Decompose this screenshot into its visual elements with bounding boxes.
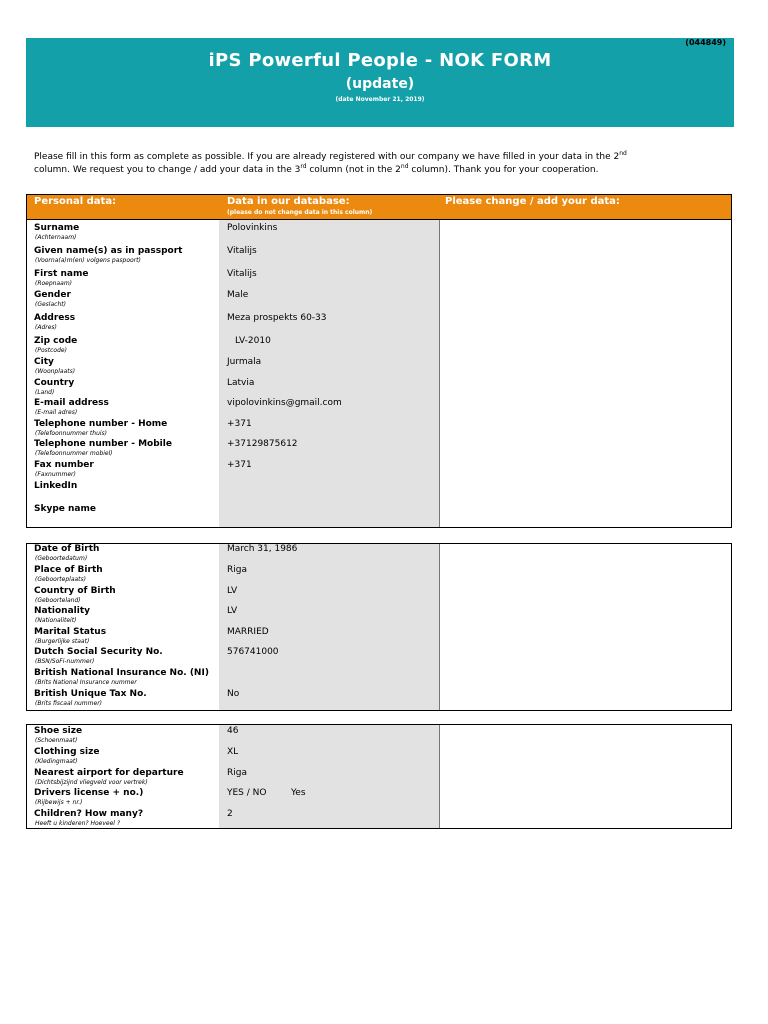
field-label: E-mail address xyxy=(34,398,109,408)
field-label: Telephone number - Mobile xyxy=(34,439,172,449)
database-value: +371 xyxy=(227,419,252,429)
change-data-field[interactable] xyxy=(441,788,729,806)
database-value: vipolovinkins@gmail.com xyxy=(227,398,342,408)
field-label: British Unique Tax No. xyxy=(34,689,147,699)
field-label: City xyxy=(34,357,54,367)
database-value: No xyxy=(227,689,240,699)
field-label-translation: (Schoenmaat) xyxy=(35,737,78,744)
field-label: Country of Birth xyxy=(34,586,116,596)
field-label-translation: (Woonplaats) xyxy=(35,368,76,375)
form-date: (date November 21, 2019) xyxy=(335,96,425,103)
field-label: Fax number xyxy=(34,460,94,470)
database-value: Latvia xyxy=(227,378,255,388)
table-header xyxy=(27,195,731,220)
change-data-field[interactable] xyxy=(441,689,729,707)
change-data-field[interactable] xyxy=(441,481,729,499)
field-label-translation: (Dichtsbijzijnd vliegveld voor vertrek) xyxy=(35,779,148,786)
intro-text: Please fill in this form as complete as possible. If you are already registered with our company we have filled in your data in the 2nd column. We request you to change / add your data in the 3rd column (not in the 2nd column). Thank you for your cooperation. xyxy=(34,150,627,175)
field-label-translation: (Kledingmaat) xyxy=(35,758,78,765)
birth-data-table xyxy=(26,543,732,711)
field-label: LinkedIn xyxy=(34,481,78,491)
field-label-translation: (Brits fiscaal nummer) xyxy=(35,700,102,707)
change-data-field[interactable] xyxy=(441,627,729,645)
database-value: LV xyxy=(227,606,238,616)
field-label: British National Insurance No. (NI) xyxy=(34,668,209,678)
field-label-translation: (Nationaliteit) xyxy=(35,617,77,624)
database-value: LV-2010 xyxy=(235,336,271,346)
field-label-translation: (Burgerlijke staat) xyxy=(35,638,90,645)
field-label: Nationality xyxy=(34,606,90,616)
change-data-field[interactable] xyxy=(441,290,729,308)
form-subtitle: (update) xyxy=(345,76,415,92)
field-label: Drivers license + no.) xyxy=(34,788,144,798)
database-value: +37129875612 xyxy=(227,439,298,449)
change-data-field[interactable] xyxy=(441,460,729,478)
change-data-field[interactable] xyxy=(441,246,729,264)
database-value: Riga xyxy=(227,768,247,778)
change-data-field[interactable] xyxy=(441,419,729,437)
database-value: Male xyxy=(227,290,249,300)
field-label-translation: (Geboorteland) xyxy=(35,597,81,604)
change-data-field[interactable] xyxy=(441,357,729,375)
field-label: Zip code xyxy=(34,336,78,346)
field-label-translation: (Rijbewijs + nr.) xyxy=(35,799,83,806)
field-label: Gender xyxy=(34,290,71,300)
personal-data-table xyxy=(26,194,732,528)
database-value: March 31, 1986 xyxy=(227,544,298,554)
field-label: First name xyxy=(34,269,89,279)
field-label-translation: (E-mail adres) xyxy=(35,409,78,416)
field-label: Nearest airport for departure xyxy=(34,768,184,778)
change-data-field[interactable] xyxy=(441,504,729,522)
database-value: Jurmala xyxy=(227,357,262,367)
field-label: Address xyxy=(34,313,76,323)
database-value: YES / NO xyxy=(227,788,267,798)
field-label-translation: Heeft u kinderen? Hoeveel ? xyxy=(35,820,121,827)
header-personal-data: Personal data: xyxy=(34,196,117,207)
change-data-field[interactable] xyxy=(441,726,729,744)
change-data-field[interactable] xyxy=(441,336,729,354)
field-label-translation: (Geboorteplaats) xyxy=(35,576,86,583)
change-data-field[interactable] xyxy=(441,398,729,416)
header-database-data: Data in our database: xyxy=(227,196,350,207)
field-label-translation: (Voorna(a)m(en) volgens paspoort) xyxy=(35,257,141,264)
field-label-translation: (Roepnaam) xyxy=(35,280,73,287)
change-data-field[interactable] xyxy=(441,313,729,331)
field-label-translation: (Telefoonnummer thuis) xyxy=(35,430,108,437)
field-label: Marital Status xyxy=(34,627,107,637)
database-value: Vitalijs xyxy=(227,246,257,256)
database-value: Polovinkins xyxy=(227,223,278,233)
field-label: Telephone number - Home xyxy=(34,419,168,429)
document-id: (044849) xyxy=(685,38,726,47)
field-label-translation: (Faxnummer) xyxy=(35,471,76,478)
field-label: Country xyxy=(34,378,75,388)
field-label: Skype name xyxy=(34,504,96,514)
field-label: Dutch Social Security No. xyxy=(34,647,163,657)
change-data-field[interactable] xyxy=(441,647,729,665)
edit-column-divider xyxy=(439,544,440,710)
field-label-translation: (Geslacht) xyxy=(35,301,66,308)
misc-data-table xyxy=(26,724,732,829)
field-label: Place of Birth xyxy=(34,565,103,575)
field-label-translation: (Adres) xyxy=(35,324,57,331)
database-value: Riga xyxy=(227,565,247,575)
field-label: Given name(s) as in passport xyxy=(34,246,183,256)
database-value: +371 xyxy=(227,460,252,470)
form-header-banner xyxy=(26,38,734,127)
field-label: Shoe size xyxy=(34,726,83,736)
field-label: Clothing size xyxy=(34,747,100,757)
change-data-field[interactable] xyxy=(441,747,729,765)
field-label-translation: (Brits National Insurance nummer xyxy=(35,679,137,686)
database-value: 46 xyxy=(227,726,239,736)
change-data-field[interactable] xyxy=(441,565,729,583)
database-column xyxy=(219,220,439,527)
field-label: Children? How many? xyxy=(34,809,144,819)
field-label-translation: (Land) xyxy=(35,389,55,396)
change-data-field[interactable] xyxy=(441,378,729,396)
header-change-data: Please change / add your data: xyxy=(445,196,620,207)
form-title: iPS Powerful People - NOK FORM xyxy=(208,50,552,71)
field-label: Date of Birth xyxy=(34,544,100,554)
database-value: MARRIED xyxy=(227,627,269,637)
field-label-translation: (BSN/SoFi-nummer) xyxy=(35,658,95,665)
change-data-field[interactable] xyxy=(441,668,729,686)
change-data-field[interactable] xyxy=(441,544,729,562)
database-value: 576741000 xyxy=(227,647,279,657)
database-value: LV xyxy=(227,586,238,596)
change-data-field[interactable] xyxy=(441,809,729,827)
change-data-field[interactable] xyxy=(441,269,729,287)
database-value-secondary: Yes xyxy=(291,788,306,798)
field-label-translation: (Postcode) xyxy=(35,347,67,354)
change-data-field[interactable] xyxy=(441,606,729,624)
field-label-translation: (Telefoonnummer mobiel) xyxy=(35,450,113,457)
change-data-field[interactable] xyxy=(441,768,729,786)
change-data-field[interactable] xyxy=(441,586,729,604)
field-label-translation: (Geboortedatum) xyxy=(35,555,88,562)
database-value: XL xyxy=(227,747,239,757)
field-label: Surname xyxy=(34,223,80,233)
change-data-field[interactable] xyxy=(441,439,729,457)
database-value: Meza prospekts 60-33 xyxy=(227,313,327,323)
edit-column-divider xyxy=(439,725,440,828)
database-value: Vitalijs xyxy=(227,269,257,279)
database-value: 2 xyxy=(227,809,233,819)
edit-column-divider xyxy=(439,220,440,527)
change-data-field[interactable] xyxy=(441,223,729,241)
database-column xyxy=(219,725,439,828)
field-label-translation: (Achternaam) xyxy=(35,234,77,241)
header-database-note: (please do not change data in this column) xyxy=(227,209,373,216)
